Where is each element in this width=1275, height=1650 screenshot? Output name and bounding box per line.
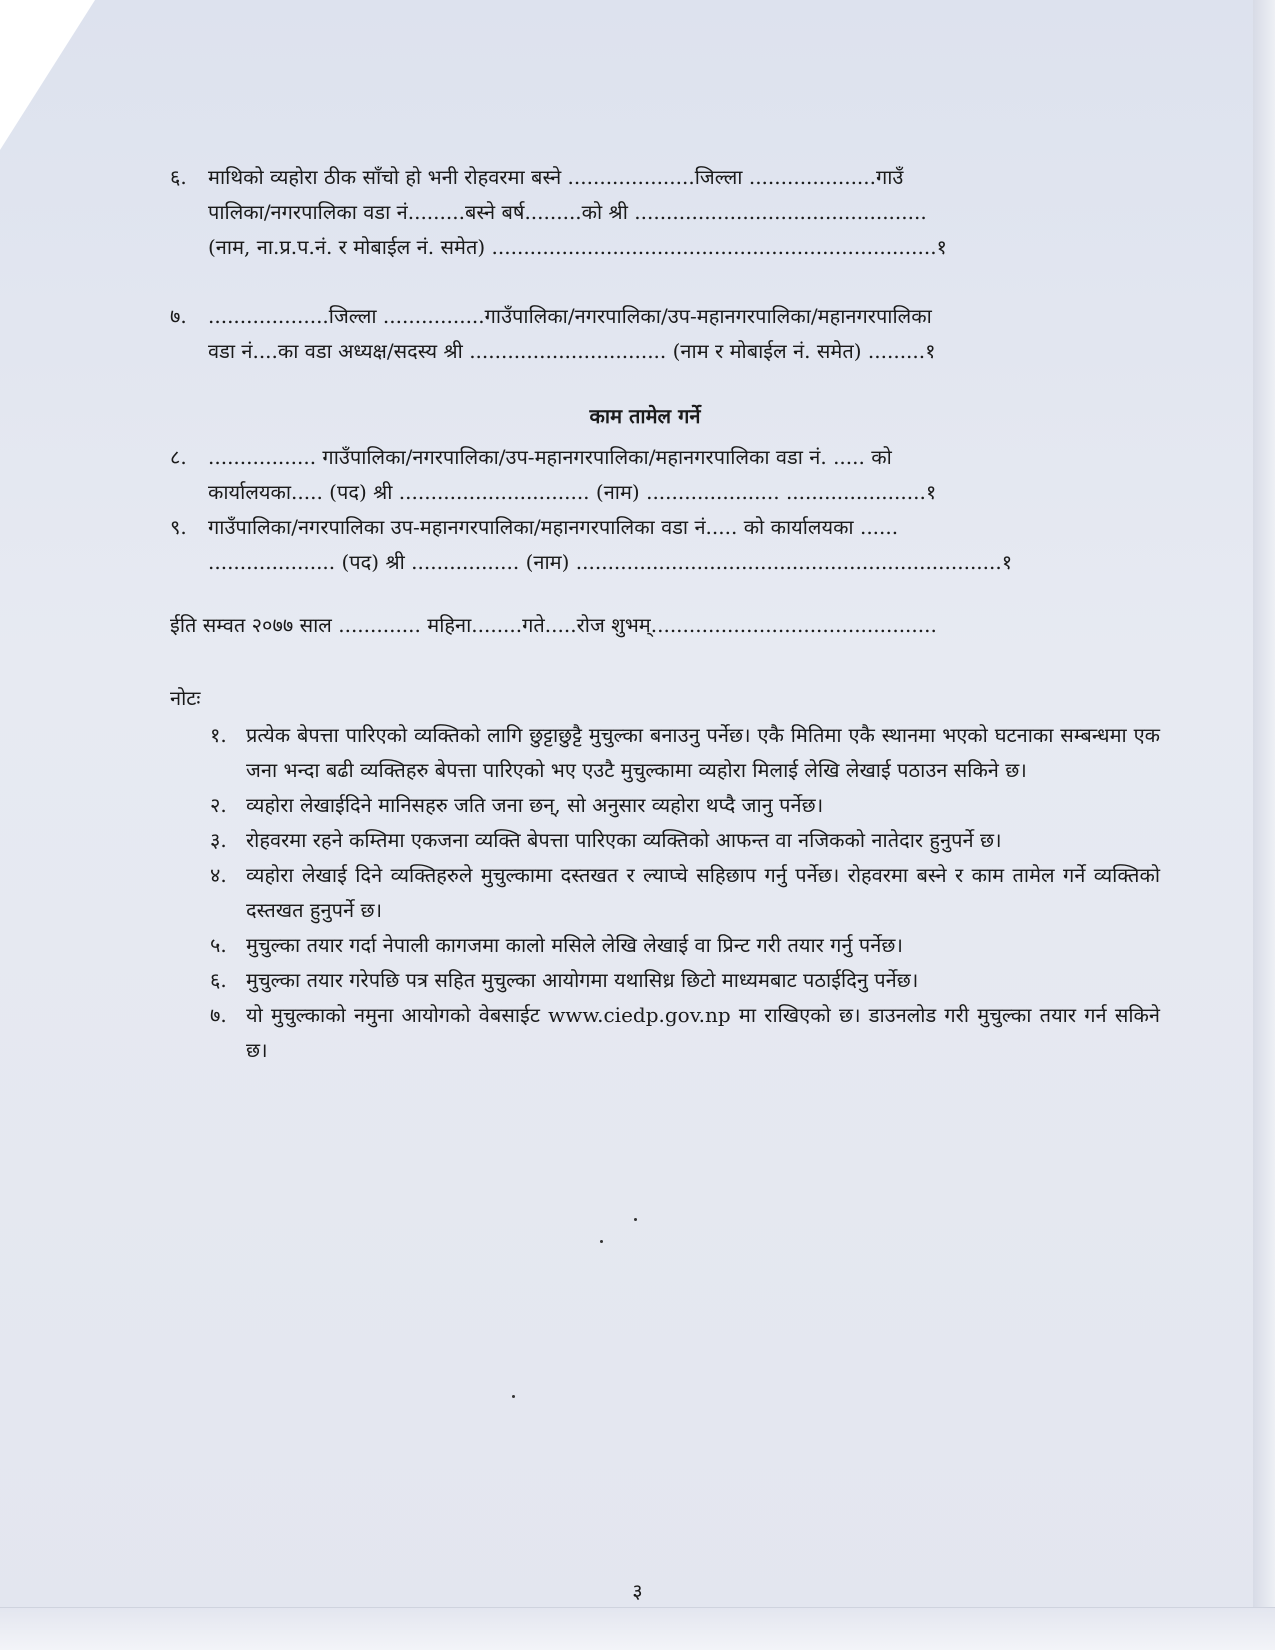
clause-line: .................... (पद) श्री ................. (नाम) ...................................................................१ [208,550,1013,574]
clause-line: ...................जिल्ला ................गाउँपालिका/नगरपालिका/उप-महानगरपालिका/महानगरपालिका [208,304,932,328]
clause-line: कार्यालयका..... (पद) श्री .............................. (नाम) ..................... ......................१ [208,480,937,504]
clause-line: पालिका/नगरपालिका वडा नं.........बस्ने बर्ष.........को श्री .............................................. [208,200,927,224]
clause-line: माथिको व्यहोरा ठीक साँचो हो भनी रोहवरमा बस्ने ....................जिल्ला ....................गाउँ [208,165,904,189]
note-text: रोहवरमा रहने कम्तिमा एकजना व्यक्ति बेपत्ता पारिएका व्यक्तिको आफन्त वा नजिकको नातेदार हुनुपर्ने छ। [246,828,1002,852]
ink-speck [512,1395,515,1398]
clause-line: (नाम, ना.प्र.प.नं. र मोबाईल नं. समेत) ......................................................................१ [208,235,947,259]
folded-corner [0,0,95,150]
note-number: ६. [210,968,227,992]
note-item [210,718,1160,788]
note-item [210,788,1160,823]
clause-7 [170,299,1160,369]
clause-number: ६. [170,165,187,189]
section-heading: काम तामेल गर्ने [589,404,701,428]
clause-number: ८. [170,445,187,469]
clause-line: ................. गाउँपालिका/नगरपालिका/उप-महानगरपालिका/महानगरपालिका वडा नं. ..... को [208,445,892,469]
note-number: २. [210,793,227,817]
note-number: ४. [210,863,227,887]
clause-number: ७. [170,304,187,328]
clause-6 [170,160,1160,265]
clause-number: ९. [170,515,187,539]
note-text: मुचुल्का तयार गर्दा नेपाली कागजमा कालो मसिले लेखि लेखाई वा प्रिन्ट गरी तयार गर्नु पर्नेछ। [246,933,903,957]
clause-line: गाउँपालिका/नगरपालिका उप-महानगरपालिका/महानगरपालिका वडा नं..... को कार्यालयका ...... [208,515,899,539]
note-text: व्यहोरा लेखाईदिने मानिसहरु जति जना छन्, सो अनुसार व्यहोरा थप्दै जानु पर्नेछ। [246,793,824,817]
note-number: ७. [210,1003,227,1027]
note-text: व्यहोरा लेखाई दिने व्यक्तिहरुले मुचुल्कामा दस्तखत र ल्याप्चे सहिछाप गर्नु पर्नेछ। रोहवरमा बस्ने र काम तामेल गर्ने व्यक्तिको दस्तखत हुनुपर्ने छ। [246,863,1160,922]
page-edge-right [1253,0,1275,1650]
clause-8 [170,440,1160,510]
note-item [210,858,1160,928]
page-number: ३ [632,1579,643,1603]
note-number: ५. [210,933,227,957]
note-item [210,998,1160,1068]
note-item [210,928,1160,963]
date-closing-line: ईति सम्वत २०७७ साल ............. महिना........गते.....रोज शुभम्............................................. [170,613,937,637]
ink-speck [634,1218,637,1221]
clause-9 [170,510,1160,580]
ink-speck [600,1240,603,1243]
note-number: १. [210,723,227,747]
note-text: प्रत्येक बेपत्ता पारिएको व्यक्तिको लागि छुट्टाछुट्टै मुचुल्का बनाउनु पर्नेछ। एकै मितिमा एकै स्थानमा भएको घटनाका सम्बन्धमा एक जना भन्दा बढी व्यक्तिहरु बेपत्ता पारिएको भए एउटै मुचुल्कामा व्यहोरा मिलाई लेखि लेखाई पठाउन सकिने छ। [246,723,1160,782]
note-number: ३. [210,828,227,852]
notes-list [210,718,1160,1068]
clause-line: वडा नं....का वडा अध्यक्ष/सदस्य श्री ............................... (नाम र मोबाईल नं. समेत) .........१ [208,339,936,363]
page-edge-bottom [0,1607,1275,1650]
note-text: यो मुचुल्काको नमुना आयोगको वेबसाईट www.ciedp.gov.np मा राखिएको छ। डाउनलोड गरी मुचुल्का तयार गर्न सकिने छ। [246,1003,1160,1062]
note-text: मुचुल्का तयार गरेपछि पत्र सहित मुचुल्का आयोगमा यथासिध्र छिटो माध्यमबाट पठाईदिनु पर्नेछ। [246,968,919,992]
document-body [170,160,1160,1068]
note-item [210,963,1160,998]
note-item [210,823,1160,858]
notes-label: नोटः [170,686,201,710]
